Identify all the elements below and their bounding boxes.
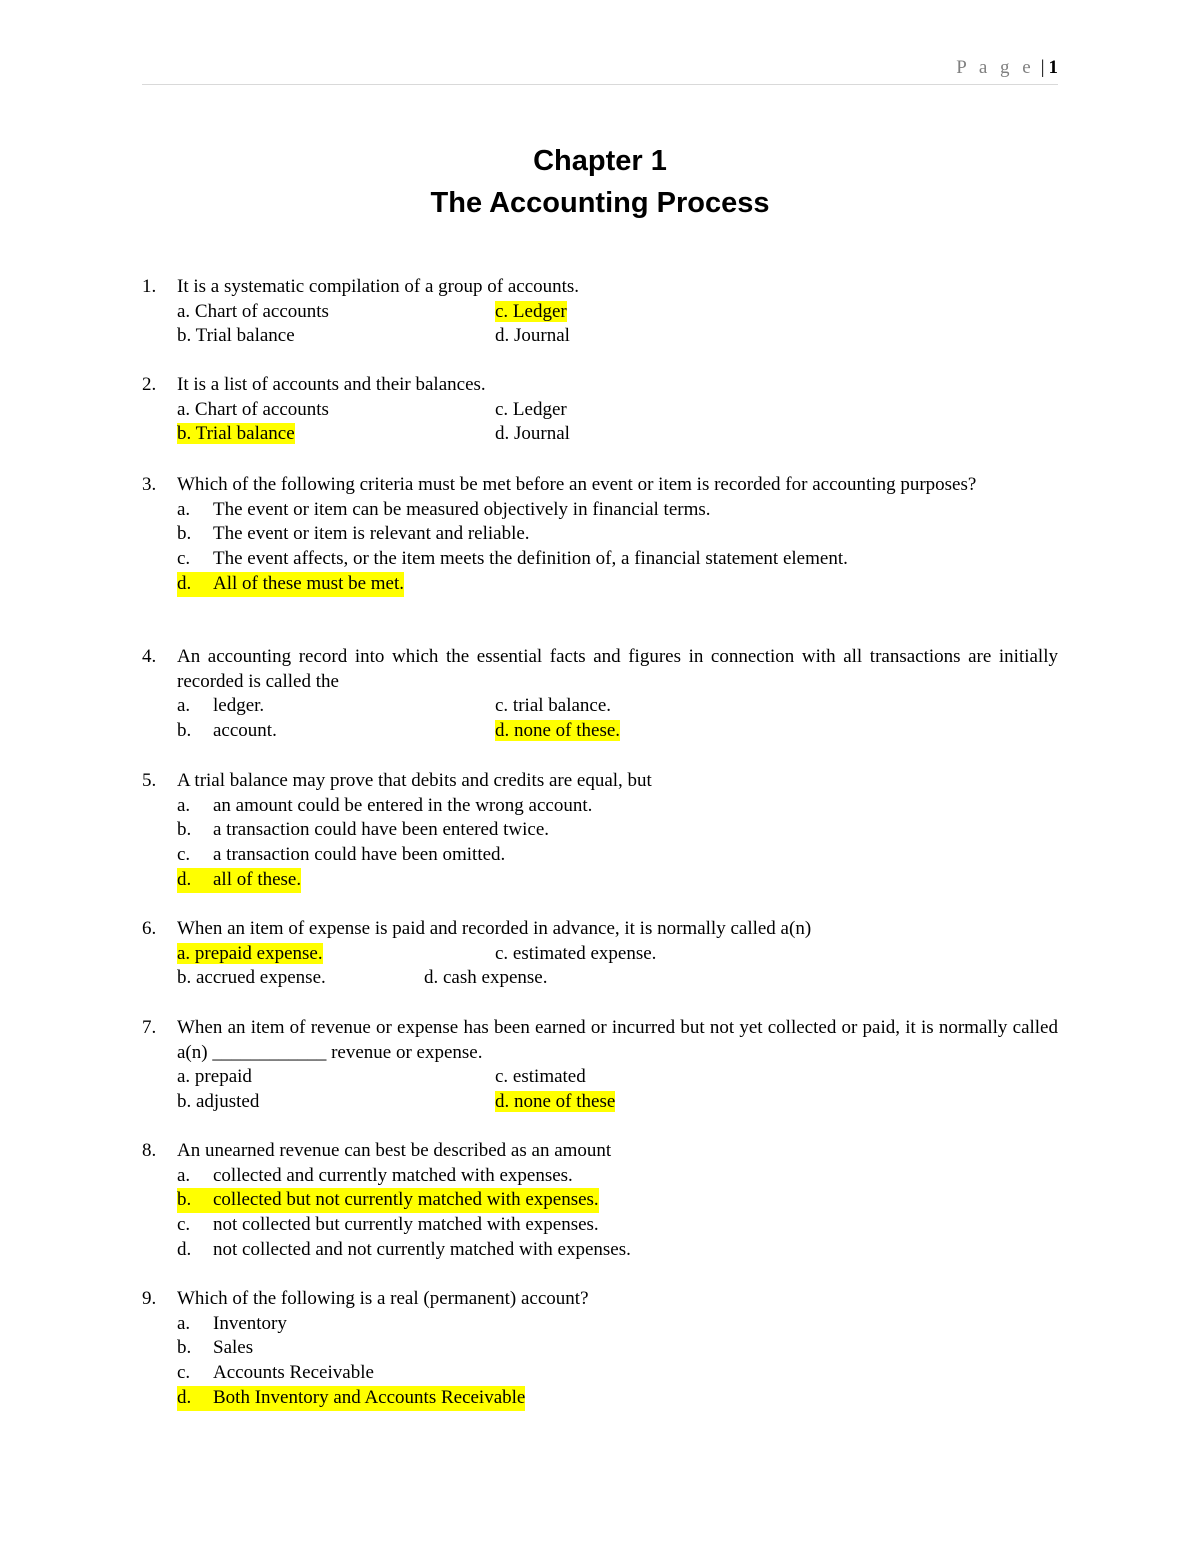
question-6 [142, 917, 1058, 991]
option-d-letter: d. [177, 1238, 192, 1260]
option-b-letter: b. [177, 523, 192, 545]
question-stem: It is a list of accounts and their balances. [177, 374, 486, 395]
option-a: an amount could be entered in the wrong account. [213, 794, 593, 816]
question-number: 8. [142, 1140, 157, 1161]
option-d: not collected and not currently matched with expenses. [213, 1238, 631, 1260]
option-a-letter: a. [177, 695, 191, 717]
question-8 [142, 1139, 1058, 1263]
option-b: Sales [213, 1337, 254, 1359]
question-stem: When an item of revenue or expense has been earned or incurred but not yet collected or paid, it is normally called a(n) ____________ revenue or expense. [177, 1017, 1058, 1063]
page-header [142, 56, 1058, 85]
question-9 [142, 1287, 1058, 1411]
document-title [0, 140, 1200, 224]
option-b-answer: b. Trial balance [177, 423, 295, 445]
option-d-letter: d. [177, 572, 192, 594]
option-c: c. estimated [495, 1066, 586, 1088]
question-2 [142, 373, 1058, 447]
option-a: Inventory [213, 1312, 287, 1334]
question-number: 2. [142, 374, 157, 395]
question-5 [142, 769, 1058, 893]
option-d-letter: d. [177, 1386, 192, 1408]
option-a: a. Chart of accounts [177, 398, 329, 420]
option-b: a transaction could have been entered twice. [213, 819, 550, 841]
option-d-answer: All of these must be met. [213, 572, 405, 594]
option-c: a transaction could have been omitted. [213, 844, 506, 866]
option-d-letter: d. [177, 868, 192, 890]
option-a-letter: a. [177, 1312, 191, 1334]
question-number: 5. [142, 770, 157, 791]
option-c: c. estimated expense. [495, 942, 657, 964]
option-c: not collected but currently matched with expenses. [213, 1214, 599, 1236]
option-a-answer: a. prepaid expense. [177, 942, 323, 964]
option-d: d. Journal [495, 325, 570, 347]
question-4 [142, 645, 1058, 744]
question-3 [142, 473, 1058, 597]
question-number: 7. [142, 1017, 157, 1038]
question-1 [142, 275, 1058, 349]
option-c: c. Ledger [495, 398, 567, 420]
option-d-answer: d. none of these. [495, 720, 621, 742]
page-separator: | [1040, 57, 1045, 78]
question-7 [142, 1016, 1058, 1115]
question-number: 6. [142, 918, 157, 939]
option-c: The event affects, or the item meets the definition of, a financial statement element. [213, 548, 848, 570]
question-stem: When an item of expense is paid and recorded in advance, it is normally called a(n) [177, 918, 812, 939]
option-b: b. accrued expense. [177, 967, 326, 989]
option-b-letter: b. [177, 1337, 192, 1359]
question-number: 4. [142, 646, 157, 667]
chapter-subtitle: The Accounting Process [430, 187, 770, 219]
option-c-letter: c. [177, 844, 191, 866]
question-stem: Which of the following criteria must be met before an event or item is recorded for accounting purposes? [177, 474, 977, 495]
question-stem: A trial balance may prove that debits and credits are equal, but [177, 770, 652, 791]
option-d: d. Journal [495, 423, 570, 445]
question-stem: Which of the following is a real (permanent) account? [177, 1288, 589, 1309]
option-a: a. Chart of accounts [177, 300, 329, 322]
option-a: ledger. [213, 695, 265, 717]
option-b: b. adjusted [177, 1091, 260, 1113]
option-a: a. prepaid [177, 1066, 252, 1088]
option-b: b. Trial balance [177, 325, 295, 347]
option-a-letter: a. [177, 1164, 191, 1186]
option-d-answer: Both Inventory and Accounts Receivable [213, 1386, 526, 1408]
option-c-letter: c. [177, 1362, 191, 1384]
option-b-letter: b. [177, 1189, 192, 1211]
question-stem: It is a systematic compilation of a group of accounts. [177, 276, 580, 297]
option-c-letter: c. [177, 1214, 191, 1236]
option-a: collected and currently matched with expenses. [213, 1164, 573, 1186]
option-b-answer: collected but not currently matched with expenses. [213, 1189, 599, 1211]
chapter-heading: Chapter 1 [533, 145, 667, 177]
question-number: 1. [142, 276, 157, 297]
page-label: P a g e [956, 57, 1035, 78]
option-b-letter: b. [177, 720, 192, 742]
option-a-letter: a. [177, 794, 191, 816]
question-stem: An unearned revenue can best be described as an amount [177, 1140, 612, 1161]
question-stem: An accounting record into which the essential facts and figures in connection with all transactions are initially recorded is called the [177, 646, 1058, 692]
option-d: d. cash expense. [424, 967, 548, 989]
option-c: Accounts Receivable [213, 1362, 374, 1384]
option-b: account. [213, 720, 277, 742]
option-c-letter: c. [177, 548, 191, 570]
question-number: 3. [142, 474, 157, 495]
option-c-answer: c. Ledger [495, 300, 567, 322]
option-a-letter: a. [177, 498, 191, 520]
option-d-answer: all of these. [213, 868, 302, 890]
option-c: c. trial balance. [495, 695, 612, 717]
question-number: 9. [142, 1288, 157, 1309]
page-number: 1 [1048, 57, 1058, 78]
option-d-answer: d. none of these [495, 1091, 616, 1113]
option-b-letter: b. [177, 819, 192, 841]
option-a: The event or item can be measured objectively in financial terms. [213, 498, 711, 520]
option-b: The event or item is relevant and reliable. [213, 523, 530, 545]
